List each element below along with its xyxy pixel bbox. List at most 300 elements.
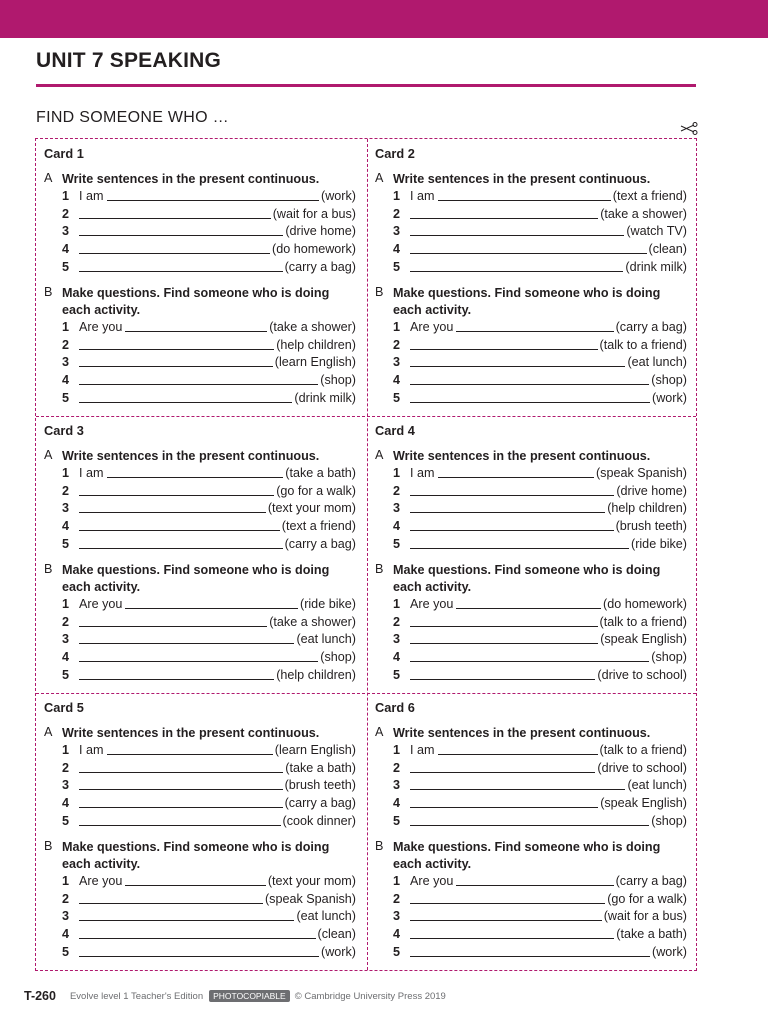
exercise-row	[393, 941, 687, 959]
sentence-prefix: I am	[410, 466, 435, 480]
section-a-instruction: Write sentences in the present continuous.	[393, 172, 651, 186]
exercise-row	[62, 810, 356, 828]
activity-cue: (ride bike)	[631, 536, 687, 551]
exercise-row	[393, 905, 687, 923]
answer-blank[interactable]	[410, 372, 649, 385]
activity-cue: (wait for a bus)	[603, 909, 687, 924]
section-a-letter: A	[375, 448, 384, 462]
exercise-row	[62, 923, 356, 941]
card-6	[367, 693, 698, 971]
exercise-row	[62, 757, 356, 775]
answer-blank[interactable]	[79, 614, 267, 627]
answer-blank[interactable]	[79, 795, 283, 808]
activity-cue: (shop)	[651, 650, 687, 665]
section-b-letter: B	[44, 839, 53, 853]
activity-cue: (help children)	[276, 667, 356, 682]
exercise-row	[62, 480, 356, 498]
activity-cue: (help children)	[607, 501, 687, 516]
item-number: 1	[62, 874, 70, 888]
exercise-row	[62, 888, 356, 906]
activity-cue: (carry a bag)	[615, 320, 687, 334]
answer-blank[interactable]	[410, 908, 602, 921]
answer-blank[interactable]	[107, 465, 284, 478]
activity-cue: (talk to a friend)	[599, 743, 687, 757]
answer-blank[interactable]	[410, 614, 598, 627]
section-b-instruction-cont: each activity.	[393, 580, 472, 594]
item-number: 3	[393, 632, 401, 647]
answer-blank[interactable]	[79, 908, 294, 921]
item-number: 5	[62, 259, 70, 274]
exercise-row	[393, 593, 687, 611]
answer-blank[interactable]	[438, 742, 598, 755]
exercise-row	[62, 185, 356, 203]
exercise-row	[393, 238, 687, 256]
exercise-row	[393, 628, 687, 646]
sentence-prefix: I am	[79, 189, 104, 203]
exercise-row	[62, 515, 356, 533]
card-3	[36, 416, 367, 694]
answer-blank[interactable]	[410, 259, 623, 272]
item-number: 2	[393, 891, 401, 906]
item-number: 4	[393, 242, 401, 257]
activity-cue: (take a shower)	[269, 614, 356, 629]
card-1	[36, 139, 367, 417]
answer-blank[interactable]	[125, 596, 298, 609]
activity-cue: (text a friend)	[281, 519, 356, 534]
activity-cue: (learn English)	[274, 355, 356, 370]
activity-cue: (talk to a friend)	[599, 614, 687, 629]
exercise-row	[62, 351, 356, 369]
exercise-row	[62, 593, 356, 611]
activity-cue: (speak Spanish)	[595, 466, 687, 480]
activity-cue: (work)	[321, 189, 356, 203]
answer-blank[interactable]	[410, 891, 605, 904]
answer-blank[interactable]	[107, 188, 320, 201]
question-prefix: Are you	[410, 320, 454, 334]
answer-blank[interactable]	[79, 649, 318, 662]
exercise-row	[393, 739, 687, 757]
question-prefix: Are you	[410, 874, 454, 888]
activity-cue: (do homework)	[603, 597, 687, 611]
question-prefix: Are you	[410, 597, 454, 611]
section-a-letter: A	[44, 725, 53, 739]
item-number: 3	[393, 501, 401, 516]
item-number: 1	[62, 320, 70, 334]
exercise-row	[393, 387, 687, 405]
exercise-row	[62, 497, 356, 515]
answer-blank[interactable]	[79, 206, 271, 219]
answer-blank[interactable]	[410, 944, 650, 957]
exercise-row	[393, 923, 687, 941]
exercise-row	[62, 369, 356, 387]
section-b-instruction-cont: each activity.	[62, 857, 141, 871]
item-number: 1	[393, 874, 401, 888]
exercise-row	[393, 664, 687, 682]
section-title: FIND SOMEONE WHO …	[36, 109, 229, 126]
exercise-row	[393, 533, 687, 551]
exercise-row	[62, 664, 356, 682]
exercise-row	[393, 888, 687, 906]
activity-cue: (drive to school)	[597, 760, 687, 775]
exercise-row	[393, 870, 687, 888]
exercise-row	[62, 334, 356, 352]
exercise-row	[62, 238, 356, 256]
section-a-letter: A	[44, 448, 53, 462]
activity-cue: (speak English)	[600, 632, 687, 647]
exercise-row	[393, 515, 687, 533]
item-number: 2	[62, 760, 70, 775]
activity-cue: (cook dinner)	[282, 813, 356, 828]
item-number: 1	[393, 189, 401, 203]
exercise-row	[393, 334, 687, 352]
section-b-instruction-cont: each activity.	[62, 580, 141, 594]
item-number: 4	[62, 796, 70, 811]
question-prefix: Are you	[79, 320, 123, 334]
answer-blank[interactable]	[410, 649, 649, 662]
answer-blank[interactable]	[410, 354, 625, 367]
answer-blank[interactable]	[410, 631, 598, 644]
unit-title: UNIT 7 SPEAKING	[36, 49, 222, 72]
exercise-row	[393, 646, 687, 664]
card-title: Card 3	[44, 423, 84, 438]
item-number: 3	[62, 501, 70, 516]
section-b-instruction: Make questions. Find someone who is doing	[393, 563, 661, 577]
answer-blank[interactable]	[79, 390, 292, 403]
activity-cue: (do homework)	[272, 242, 356, 257]
item-number: 5	[393, 944, 401, 959]
item-number: 2	[393, 760, 401, 775]
answer-blank[interactable]	[410, 223, 624, 236]
item-number: 2	[393, 614, 401, 629]
item-number: 1	[62, 597, 70, 611]
card-title: Card 4	[375, 423, 415, 438]
activity-cue: (text your mom)	[267, 874, 356, 888]
section-b-instruction: Make questions. Find someone who is doing	[393, 840, 661, 854]
activity-cue: (take a bath)	[285, 466, 356, 480]
section-b-instruction-cont: each activity.	[62, 303, 141, 317]
activity-cue: (clean)	[317, 927, 356, 942]
answer-blank[interactable]	[79, 536, 283, 549]
exercise-row	[62, 905, 356, 923]
item-number: 5	[62, 667, 70, 682]
exercise-row	[62, 792, 356, 810]
section-a-letter: A	[375, 725, 384, 739]
item-number: 3	[393, 355, 401, 370]
page-number: T-260	[24, 989, 56, 1003]
item-number: 3	[393, 778, 401, 793]
exercise-row	[393, 220, 687, 238]
section-a-instruction: Write sentences in the present continuous.	[393, 449, 651, 463]
exercise-row	[393, 792, 687, 810]
title-divider	[36, 84, 696, 87]
item-number: 3	[62, 909, 70, 924]
question-prefix: Are you	[79, 597, 123, 611]
answer-blank[interactable]	[79, 223, 283, 236]
item-number: 2	[62, 206, 70, 221]
activity-cue: (talk to a friend)	[599, 337, 687, 352]
activity-cue: (go for a walk)	[276, 483, 356, 498]
section-b-letter: B	[44, 285, 53, 299]
answer-blank[interactable]	[125, 873, 265, 886]
answer-blank[interactable]	[410, 760, 595, 773]
exercise-row	[62, 611, 356, 629]
item-number: 3	[62, 632, 70, 647]
section-b-instruction: Make questions. Find someone who is doing	[62, 563, 330, 577]
item-number: 4	[62, 519, 70, 534]
exercise-row	[393, 351, 687, 369]
activity-cue: (take a bath)	[616, 927, 687, 942]
activity-cue: (drive home)	[285, 224, 356, 239]
answer-blank[interactable]	[125, 319, 267, 332]
exercise-row	[393, 316, 687, 334]
exercise-row	[393, 774, 687, 792]
item-number: 4	[62, 242, 70, 257]
exercise-row	[62, 941, 356, 959]
section-a-instruction: Write sentences in the present continuous.	[393, 726, 651, 740]
sentence-prefix: I am	[79, 466, 104, 480]
item-number: 1	[62, 466, 70, 480]
section-b-instruction: Make questions. Find someone who is doing	[62, 286, 330, 300]
edition-label: Evolve level 1 Teacher's Edition	[69, 990, 204, 1002]
activity-cue: (drive to school)	[597, 667, 687, 682]
item-number: 1	[62, 189, 70, 203]
answer-blank[interactable]	[79, 631, 294, 644]
photocopiable-badge: PHOTOCOPIABLE	[209, 990, 290, 1002]
activity-cue: (carry a bag)	[284, 796, 356, 811]
item-number: 3	[62, 224, 70, 239]
card-title: Card 5	[44, 700, 84, 715]
exercise-row	[62, 256, 356, 274]
item-number: 2	[62, 891, 70, 906]
page-footer	[24, 989, 446, 1003]
activity-cue: (go for a walk)	[607, 891, 687, 906]
exercise-row	[393, 203, 687, 221]
item-number: 4	[393, 796, 401, 811]
activity-cue: (eat lunch)	[627, 355, 687, 370]
sentence-prefix: I am	[410, 189, 435, 203]
exercise-row	[62, 203, 356, 221]
activity-cue: (clean)	[648, 242, 687, 257]
answer-blank[interactable]	[79, 483, 274, 496]
header-band	[0, 0, 768, 38]
activity-cue: (work)	[652, 390, 687, 405]
activity-cue: (take a bath)	[285, 760, 356, 775]
activity-cue: (learn English)	[274, 743, 356, 757]
card-4	[367, 416, 698, 694]
answer-blank[interactable]	[410, 500, 605, 513]
answer-blank[interactable]	[79, 891, 263, 904]
activity-cue: (brush teeth)	[615, 519, 687, 534]
answer-blank[interactable]	[107, 742, 273, 755]
item-number: 2	[62, 483, 70, 498]
item-number: 3	[62, 778, 70, 793]
item-number: 3	[393, 224, 401, 239]
item-number: 5	[62, 390, 70, 405]
activity-cue: (take a shower)	[600, 206, 687, 221]
exercise-row	[62, 316, 356, 334]
answer-blank[interactable]	[438, 465, 594, 478]
exercise-row	[62, 870, 356, 888]
exercise-row	[393, 256, 687, 274]
answer-blank[interactable]	[438, 188, 611, 201]
scissors-icon	[680, 122, 698, 136]
item-number: 5	[62, 813, 70, 828]
answer-blank[interactable]	[79, 500, 266, 513]
activity-cue: (eat lunch)	[296, 632, 356, 647]
section-b-letter: B	[375, 839, 384, 853]
activity-cue: (shop)	[651, 373, 687, 388]
activity-cue: (shop)	[651, 813, 687, 828]
section-b-letter: B	[375, 285, 384, 299]
exercise-row	[393, 757, 687, 775]
item-number: 5	[393, 536, 401, 551]
exercise-row	[393, 185, 687, 203]
answer-blank[interactable]	[410, 777, 625, 790]
item-number: 4	[393, 519, 401, 534]
answer-blank[interactable]	[410, 337, 598, 350]
card-2	[367, 139, 698, 417]
item-number: 3	[393, 909, 401, 924]
activity-cue: (wait for a bus)	[272, 206, 356, 221]
answer-blank[interactable]	[456, 873, 613, 886]
item-number: 1	[393, 743, 401, 757]
answer-blank[interactable]	[410, 667, 595, 680]
activity-cue: (help children)	[276, 337, 356, 352]
answer-blank[interactable]	[456, 319, 613, 332]
answer-blank[interactable]	[410, 536, 629, 549]
exercise-row	[393, 369, 687, 387]
activity-cue: (watch TV)	[626, 224, 687, 239]
activity-cue: (carry a bag)	[284, 536, 356, 551]
item-number: 2	[62, 337, 70, 352]
answer-blank[interactable]	[410, 241, 647, 254]
answer-blank[interactable]	[410, 926, 614, 939]
answer-blank[interactable]	[410, 813, 649, 826]
answer-blank[interactable]	[410, 795, 598, 808]
sentence-prefix: I am	[410, 743, 435, 757]
answer-blank[interactable]	[456, 596, 601, 609]
section-b-instruction: Make questions. Find someone who is doing	[393, 286, 661, 300]
exercise-row	[62, 533, 356, 551]
exercise-row	[393, 810, 687, 828]
section-a-letter: A	[44, 171, 53, 185]
answer-blank[interactable]	[79, 259, 283, 272]
answer-blank[interactable]	[79, 337, 274, 350]
exercise-row	[393, 462, 687, 480]
activity-cue: (drive home)	[616, 483, 687, 498]
cards-grid	[35, 138, 697, 971]
section-b-letter: B	[375, 562, 384, 576]
answer-blank[interactable]	[79, 944, 319, 957]
item-number: 3	[62, 355, 70, 370]
section-a-instruction: Write sentences in the present continuous.	[62, 172, 320, 186]
section-b-letter: B	[44, 562, 53, 576]
answer-blank[interactable]	[79, 760, 283, 773]
item-number: 2	[393, 337, 401, 352]
question-prefix: Are you	[79, 874, 123, 888]
answer-blank[interactable]	[79, 777, 283, 790]
activity-cue: (brush teeth)	[284, 778, 356, 793]
activity-cue: (carry a bag)	[284, 259, 356, 274]
item-number: 5	[62, 944, 70, 959]
item-number: 5	[393, 813, 401, 828]
item-number: 1	[393, 597, 401, 611]
item-number: 5	[393, 390, 401, 405]
activity-cue: (shop)	[320, 373, 356, 388]
card-5	[36, 693, 367, 971]
activity-cue: (carry a bag)	[615, 874, 687, 888]
activity-cue: (text a friend)	[612, 189, 687, 203]
activity-cue: (shop)	[320, 650, 356, 665]
item-number: 5	[393, 667, 401, 682]
activity-cue: (work)	[652, 944, 687, 959]
item-number: 1	[393, 320, 401, 334]
activity-cue: (text your mom)	[267, 501, 356, 516]
exercise-row	[62, 462, 356, 480]
card-title: Card 2	[375, 146, 415, 161]
item-number: 4	[62, 927, 70, 942]
item-number: 2	[62, 614, 70, 629]
answer-blank[interactable]	[410, 206, 598, 219]
exercise-row	[62, 774, 356, 792]
activity-cue: (drink milk)	[294, 390, 356, 405]
card-title: Card 6	[375, 700, 415, 715]
item-number: 5	[393, 259, 401, 274]
item-number: 1	[393, 466, 401, 480]
section-b-instruction: Make questions. Find someone who is doing	[62, 840, 330, 854]
sentence-prefix: I am	[79, 743, 104, 757]
item-number: 4	[62, 650, 70, 665]
card-title: Card 1	[44, 146, 84, 161]
activity-cue: (ride bike)	[300, 597, 356, 611]
answer-blank[interactable]	[410, 518, 614, 531]
item-number: 4	[393, 373, 401, 388]
item-number: 4	[62, 373, 70, 388]
exercise-row	[62, 220, 356, 238]
activity-cue: (speak English)	[600, 796, 687, 811]
activity-cue: (speak Spanish)	[264, 891, 356, 906]
answer-blank[interactable]	[79, 518, 280, 531]
activity-cue: (eat lunch)	[627, 778, 687, 793]
answer-blank[interactable]	[79, 354, 273, 367]
section-b-instruction-cont: each activity.	[393, 857, 472, 871]
section-b-instruction-cont: each activity.	[393, 303, 472, 317]
item-number: 1	[62, 743, 70, 757]
answer-blank[interactable]	[79, 667, 274, 680]
answer-blank[interactable]	[79, 813, 281, 826]
answer-blank[interactable]	[79, 926, 316, 939]
item-number: 2	[393, 206, 401, 221]
exercise-row	[62, 646, 356, 664]
exercise-row	[62, 628, 356, 646]
activity-cue: (eat lunch)	[296, 909, 356, 924]
answer-blank[interactable]	[79, 241, 270, 254]
answer-blank[interactable]	[79, 372, 318, 385]
item-number: 2	[393, 483, 401, 498]
copyright-text: © Cambridge University Press 2019	[294, 990, 446, 1002]
item-number: 5	[62, 536, 70, 551]
item-number: 4	[393, 927, 401, 942]
exercise-row	[62, 739, 356, 757]
section-a-instruction: Write sentences in the present continuous.	[62, 449, 320, 463]
section-a-instruction: Write sentences in the present continuous.	[62, 726, 320, 740]
item-number: 4	[393, 650, 401, 665]
exercise-row	[62, 387, 356, 405]
exercise-row	[393, 611, 687, 629]
section-a-letter: A	[375, 171, 384, 185]
answer-blank[interactable]	[410, 483, 614, 496]
answer-blank[interactable]	[410, 390, 650, 403]
